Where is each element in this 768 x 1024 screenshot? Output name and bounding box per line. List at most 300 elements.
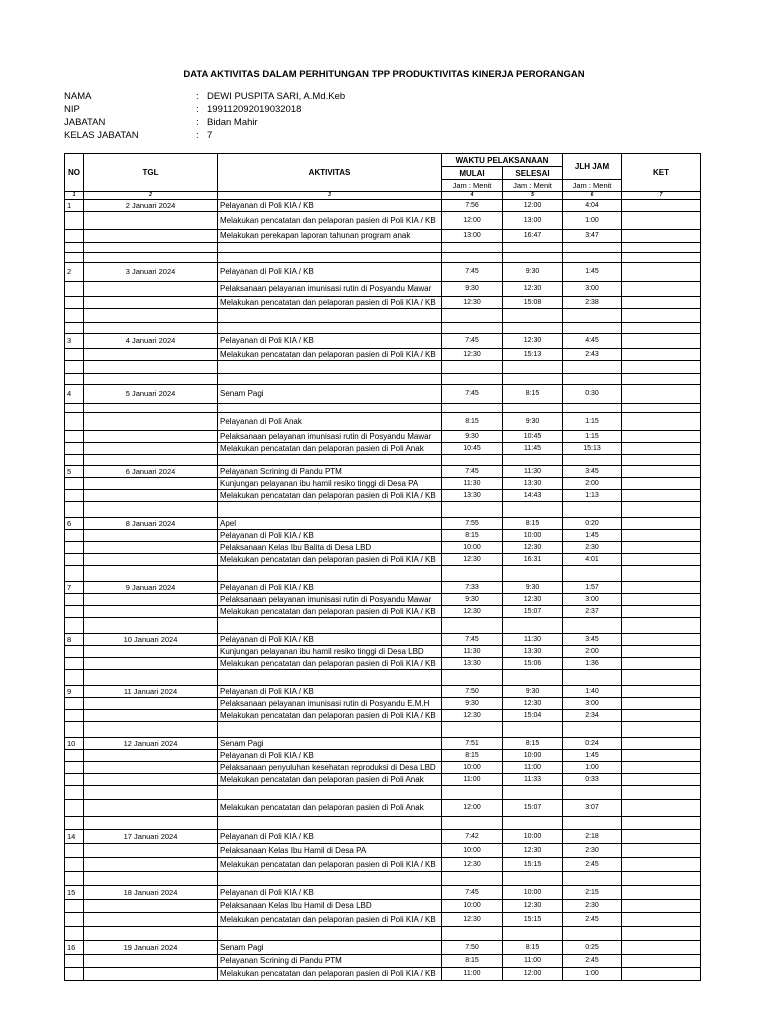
row-start-time: 11:00 xyxy=(442,968,503,981)
row-date xyxy=(84,658,218,670)
row-activity: Pelaksanaan pelayanan imunisasi rutin di Posyandu E.M.H xyxy=(218,698,442,710)
info-value: Bidan Mahir xyxy=(207,117,258,128)
table-row xyxy=(65,478,701,490)
table-row xyxy=(65,361,701,374)
row-activity xyxy=(218,323,442,334)
table-row xyxy=(65,518,701,530)
row-no xyxy=(65,349,84,361)
row-ket xyxy=(622,385,701,404)
header-jam-menit: Jam : Menit xyxy=(442,180,503,192)
row-ket xyxy=(622,490,701,502)
row-date xyxy=(84,594,218,606)
row-duration xyxy=(563,243,622,253)
row-no xyxy=(65,774,84,786)
table-row xyxy=(65,230,701,243)
table-row xyxy=(65,606,701,618)
header-jlh-jam: JLH JAM xyxy=(563,154,622,180)
row-activity xyxy=(218,670,442,686)
info-label: NIP xyxy=(64,104,80,115)
row-duration: 3:00 xyxy=(563,698,622,710)
row-no: 5 xyxy=(65,466,84,478)
table-row xyxy=(65,762,701,774)
row-date xyxy=(84,413,218,431)
row-end-time xyxy=(503,455,563,466)
row-end-time: 15:13 xyxy=(503,349,563,361)
row-end-time xyxy=(503,502,563,518)
row-date xyxy=(84,349,218,361)
row-start-time xyxy=(442,872,503,886)
row-start-time: 12:30 xyxy=(442,913,503,927)
column-number: 2 xyxy=(84,192,218,200)
row-no: 8 xyxy=(65,634,84,646)
row-date xyxy=(84,872,218,886)
header-ket: KET xyxy=(622,154,701,192)
row-date: 6 Januari 2024 xyxy=(84,466,218,478)
row-end-time: 9:30 xyxy=(503,582,563,594)
row-date: 9 Januari 2024 xyxy=(84,582,218,594)
row-ket xyxy=(622,297,701,309)
column-number: 6 xyxy=(563,192,622,200)
row-end-time xyxy=(503,309,563,323)
row-no xyxy=(65,404,84,413)
row-no xyxy=(65,323,84,334)
row-activity: Pelayanan di Poli Anak xyxy=(218,413,442,431)
row-ket xyxy=(622,686,701,698)
row-ket xyxy=(622,466,701,478)
table-row xyxy=(65,786,701,800)
row-duration: 2:18 xyxy=(563,830,622,844)
row-end-time xyxy=(503,243,563,253)
row-activity: Melakukan pencatatan dan pelaporan pasien di Poli KIA / KB xyxy=(218,212,442,230)
row-date xyxy=(84,530,218,542)
row-activity: Melakukan pencatatan dan pelaporan pasien di Poli Anak xyxy=(218,443,442,455)
row-no xyxy=(65,968,84,981)
row-end-time: 8:15 xyxy=(503,941,563,955)
row-activity: Kunjungan pelayanan ibu hamil resiko tinggi di Desa PA xyxy=(218,478,442,490)
row-ket xyxy=(622,738,701,750)
row-duration xyxy=(563,374,622,385)
info-value: 199112092019032018 xyxy=(207,104,302,115)
row-ket xyxy=(622,404,701,413)
row-duration: 0:20 xyxy=(563,518,622,530)
row-no: 9 xyxy=(65,686,84,698)
table-row xyxy=(65,466,701,478)
row-activity: Pelaksanaan pelayanan imunisasi rutin di Posyandu Mawar xyxy=(218,431,442,443)
table-row xyxy=(65,844,701,858)
row-duration: 15:13 xyxy=(563,443,622,455)
header-aktivitas: AKTIVITAS xyxy=(218,154,442,192)
row-no xyxy=(65,282,84,297)
row-date xyxy=(84,817,218,830)
table-row xyxy=(65,253,701,263)
row-no xyxy=(65,900,84,913)
row-date xyxy=(84,913,218,927)
table-row xyxy=(65,374,701,385)
row-activity xyxy=(218,253,442,263)
row-date xyxy=(84,800,218,817)
row-start-time: 7:45 xyxy=(442,334,503,349)
row-date xyxy=(84,431,218,443)
info-label: KELAS JABATAN xyxy=(64,130,139,141)
row-ket xyxy=(622,927,701,941)
row-activity xyxy=(218,455,442,466)
column-number: 4 xyxy=(442,192,503,200)
row-duration: 2:15 xyxy=(563,886,622,900)
row-duration xyxy=(563,309,622,323)
table-row xyxy=(65,738,701,750)
row-no xyxy=(65,786,84,800)
table-row xyxy=(65,502,701,518)
row-no xyxy=(65,698,84,710)
row-end-time: 12:00 xyxy=(503,968,563,981)
row-start-time: 12:30 xyxy=(442,606,503,618)
table-row xyxy=(65,686,701,698)
row-start-time: 7:33 xyxy=(442,582,503,594)
row-start-time xyxy=(442,722,503,738)
row-no xyxy=(65,762,84,774)
table-row xyxy=(65,830,701,844)
row-date xyxy=(84,404,218,413)
row-ket xyxy=(622,786,701,800)
row-no xyxy=(65,443,84,455)
row-ket xyxy=(622,710,701,722)
row-ket xyxy=(622,554,701,566)
document-title: DATA AKTIVITAS DALAM PERHITUNGAN TPP PRODUKTIVITAS KINERJA PERORANGAN xyxy=(183,69,585,80)
row-activity: Pelayanan di Poli KIA / KB xyxy=(218,334,442,349)
row-duration: 4:01 xyxy=(563,554,622,566)
table-row xyxy=(65,455,701,466)
row-activity: Pelaksanaan Kelas Ibu Balita di Desa LBD xyxy=(218,542,442,554)
row-ket xyxy=(622,263,701,282)
row-start-time: 12:00 xyxy=(442,212,503,230)
row-activity xyxy=(218,722,442,738)
row-activity: Pelayanan Scrining di Pandu PTM xyxy=(218,466,442,478)
row-date xyxy=(84,762,218,774)
row-end-time: 12:30 xyxy=(503,594,563,606)
row-no xyxy=(65,710,84,722)
row-activity: Pelayanan di Poli KIA / KB xyxy=(218,582,442,594)
row-duration: 1:57 xyxy=(563,582,622,594)
table-row xyxy=(65,323,701,334)
row-start-time: 7:55 xyxy=(442,518,503,530)
row-no xyxy=(65,243,84,253)
row-ket xyxy=(622,361,701,374)
row-activity: Senam Pagi xyxy=(218,738,442,750)
row-duration: 2:45 xyxy=(563,913,622,927)
row-date: 4 Januari 2024 xyxy=(84,334,218,349)
row-start-time: 12:30 xyxy=(442,297,503,309)
row-ket xyxy=(622,542,701,554)
header-waktu-pelaksanaan: WAKTU PELAKSANAAN xyxy=(442,154,563,167)
row-end-time xyxy=(503,872,563,886)
row-ket xyxy=(622,323,701,334)
info-row-kelas-jabatan xyxy=(64,129,345,142)
row-ket xyxy=(622,502,701,518)
row-date xyxy=(84,309,218,323)
table-row xyxy=(65,750,701,762)
row-date xyxy=(84,750,218,762)
row-activity: Pelayanan di Poli KIA / KB xyxy=(218,886,442,900)
row-start-time: 9:30 xyxy=(442,698,503,710)
column-number: 3 xyxy=(218,192,442,200)
row-start-time: 7:45 xyxy=(442,385,503,404)
row-start-time xyxy=(442,374,503,385)
row-duration xyxy=(563,618,622,634)
row-duration: 3:45 xyxy=(563,466,622,478)
row-date: 11 Januari 2024 xyxy=(84,686,218,698)
row-date xyxy=(84,478,218,490)
row-start-time xyxy=(442,253,503,263)
table-row xyxy=(65,443,701,455)
table-row xyxy=(65,968,701,981)
row-date: 18 Januari 2024 xyxy=(84,886,218,900)
row-end-time: 9:30 xyxy=(503,413,563,431)
row-date xyxy=(84,786,218,800)
info-row-nama xyxy=(64,90,345,103)
row-start-time xyxy=(442,404,503,413)
row-ket xyxy=(622,230,701,243)
column-number: 7 xyxy=(622,192,701,200)
row-date xyxy=(84,858,218,872)
row-duration: 1:40 xyxy=(563,686,622,698)
row-ket xyxy=(622,455,701,466)
row-duration xyxy=(563,361,622,374)
header-no: NO xyxy=(65,154,84,192)
row-activity xyxy=(218,618,442,634)
table-row xyxy=(65,817,701,830)
row-date xyxy=(84,927,218,941)
table-row xyxy=(65,800,701,817)
table-row xyxy=(65,594,701,606)
row-no xyxy=(65,502,84,518)
row-start-time: 8:15 xyxy=(442,530,503,542)
row-no xyxy=(65,490,84,502)
row-start-time: 9:30 xyxy=(442,282,503,297)
row-activity xyxy=(218,361,442,374)
row-duration xyxy=(563,927,622,941)
row-end-time: 11:45 xyxy=(503,443,563,455)
row-end-time: 8:15 xyxy=(503,738,563,750)
row-date: 12 Januari 2024 xyxy=(84,738,218,750)
row-duration xyxy=(563,502,622,518)
row-end-time: 15:15 xyxy=(503,913,563,927)
row-duration: 2:00 xyxy=(563,478,622,490)
row-end-time: 15:06 xyxy=(503,658,563,670)
table-row xyxy=(65,566,701,582)
row-ket xyxy=(622,774,701,786)
row-activity: Melakukan pencatatan dan pelaporan pasien di Poli KIA / KB xyxy=(218,554,442,566)
row-activity: Melakukan pencatatan dan pelaporan pasien di Poli KIA / KB xyxy=(218,297,442,309)
row-no xyxy=(65,554,84,566)
row-date xyxy=(84,282,218,297)
row-start-time: 12:30 xyxy=(442,349,503,361)
row-end-time: 9:30 xyxy=(503,263,563,282)
row-date: 3 Januari 2024 xyxy=(84,263,218,282)
row-end-time: 15:08 xyxy=(503,297,563,309)
row-end-time: 11:00 xyxy=(503,762,563,774)
row-duration: 3:45 xyxy=(563,634,622,646)
row-ket xyxy=(622,913,701,927)
row-ket xyxy=(622,750,701,762)
row-activity: Senam Pagi xyxy=(218,941,442,955)
row-duration: 3:00 xyxy=(563,594,622,606)
row-start-time: 13:00 xyxy=(442,230,503,243)
row-no xyxy=(65,374,84,385)
row-start-time: 11:30 xyxy=(442,646,503,658)
header-jam-menit: Jam : Menit xyxy=(503,180,563,192)
row-activity: Melakukan pencatatan dan pelaporan pasien di Poli KIA / KB xyxy=(218,349,442,361)
row-duration xyxy=(563,455,622,466)
row-date xyxy=(84,722,218,738)
row-ket xyxy=(622,334,701,349)
table-row xyxy=(65,913,701,927)
row-duration: 1:45 xyxy=(563,530,622,542)
row-date xyxy=(84,670,218,686)
row-no xyxy=(65,455,84,466)
row-no xyxy=(65,606,84,618)
row-date: 10 Januari 2024 xyxy=(84,634,218,646)
row-no xyxy=(65,542,84,554)
row-activity: Senam Pagi xyxy=(218,385,442,404)
row-ket xyxy=(622,844,701,858)
row-no xyxy=(65,566,84,582)
row-end-time: 12:30 xyxy=(503,334,563,349)
row-duration: 2:00 xyxy=(563,646,622,658)
row-duration: 3:07 xyxy=(563,800,622,817)
row-ket xyxy=(622,858,701,872)
row-duration xyxy=(563,566,622,582)
row-activity xyxy=(218,374,442,385)
info-colon: : xyxy=(196,91,199,102)
row-activity: Melakukan pencatatan dan pelaporan pasien di Poli Anak xyxy=(218,774,442,786)
table-row xyxy=(65,212,701,230)
row-start-time: 7:51 xyxy=(442,738,503,750)
table-row xyxy=(65,774,701,786)
row-start-time: 10:45 xyxy=(442,443,503,455)
row-no xyxy=(65,913,84,927)
row-activity: Pelaksanaan penyuluhan kesehatan reproduksi di Desa LBD xyxy=(218,762,442,774)
table-row xyxy=(65,349,701,361)
row-no xyxy=(65,618,84,634)
row-ket xyxy=(622,374,701,385)
row-date: 5 Januari 2024 xyxy=(84,385,218,404)
row-start-time: 11:30 xyxy=(442,478,503,490)
row-start-time xyxy=(442,817,503,830)
row-no: 2 xyxy=(65,263,84,282)
row-end-time xyxy=(503,566,563,582)
info-value: DEWI PUSPITA SARI, A.Md.Keb xyxy=(207,91,346,102)
row-duration: 0:25 xyxy=(563,941,622,955)
row-no xyxy=(65,253,84,263)
table-row xyxy=(65,542,701,554)
table-row xyxy=(65,282,701,297)
info-label: NAMA xyxy=(64,91,92,102)
row-ket xyxy=(622,968,701,981)
row-end-time: 12:30 xyxy=(503,844,563,858)
row-no xyxy=(65,858,84,872)
row-start-time: 7:45 xyxy=(442,886,503,900)
row-no xyxy=(65,646,84,658)
table-row xyxy=(65,530,701,542)
table-row xyxy=(65,263,701,282)
row-duration: 2:30 xyxy=(563,844,622,858)
row-end-time: 8:15 xyxy=(503,385,563,404)
row-start-time xyxy=(442,243,503,253)
row-end-time xyxy=(503,253,563,263)
row-start-time: 7:45 xyxy=(442,263,503,282)
table-row xyxy=(65,710,701,722)
table-row xyxy=(65,309,701,323)
row-no xyxy=(65,750,84,762)
row-duration: 1:45 xyxy=(563,750,622,762)
row-no xyxy=(65,230,84,243)
row-duration xyxy=(563,872,622,886)
row-start-time: 10:00 xyxy=(442,542,503,554)
row-end-time xyxy=(503,670,563,686)
table-row xyxy=(65,634,701,646)
row-date xyxy=(84,955,218,968)
row-start-time: 10:00 xyxy=(442,762,503,774)
row-start-time: 12:30 xyxy=(442,710,503,722)
row-end-time: 10:00 xyxy=(503,886,563,900)
row-duration: 1:15 xyxy=(563,431,622,443)
row-date xyxy=(84,361,218,374)
row-end-time xyxy=(503,404,563,413)
row-date xyxy=(84,297,218,309)
row-activity: Pelaksanaan pelayanan imunisasi rutin di Posyandu Mawar xyxy=(218,594,442,606)
table-row xyxy=(65,404,701,413)
table-row xyxy=(65,886,701,900)
row-ket xyxy=(622,941,701,955)
table-row xyxy=(65,941,701,955)
row-no xyxy=(65,722,84,738)
table-row xyxy=(65,413,701,431)
row-end-time: 12:30 xyxy=(503,698,563,710)
row-no: 7 xyxy=(65,582,84,594)
row-activity: Pelaksanaan Kelas Ibu Hamil di Desa PA xyxy=(218,844,442,858)
row-date xyxy=(84,646,218,658)
row-start-time: 9:30 xyxy=(442,431,503,443)
row-start-time xyxy=(442,566,503,582)
row-activity: Melakukan pencatatan dan pelaporan pasien di Poli KIA / KB xyxy=(218,490,442,502)
table-row xyxy=(65,431,701,443)
row-duration xyxy=(563,722,622,738)
row-start-time: 8:15 xyxy=(442,413,503,431)
row-activity: Melakukan pencatatan dan pelaporan pasien di Poli KIA / KB xyxy=(218,913,442,927)
row-end-time: 9:30 xyxy=(503,686,563,698)
row-end-time: 12:30 xyxy=(503,900,563,913)
row-end-time: 15:15 xyxy=(503,858,563,872)
table-row xyxy=(65,900,701,913)
row-activity: Pelaksanaan pelayanan imunisasi rutin di Posyandu Mawar xyxy=(218,282,442,297)
row-start-time: 7:50 xyxy=(442,941,503,955)
row-end-time: 10:00 xyxy=(503,830,563,844)
row-duration: 2:34 xyxy=(563,710,622,722)
row-start-time: 7:45 xyxy=(442,634,503,646)
row-duration: 1:36 xyxy=(563,658,622,670)
row-activity: Kunjungan pelayanan ibu hamil resiko tinggi di Desa LBD xyxy=(218,646,442,658)
row-duration xyxy=(563,817,622,830)
table-row xyxy=(65,385,701,404)
row-no xyxy=(65,361,84,374)
column-number: 1 xyxy=(65,192,84,200)
row-no: 16 xyxy=(65,941,84,955)
row-no xyxy=(65,309,84,323)
row-activity: Melakukan pencatatan dan pelaporan pasien di Poli Anak xyxy=(218,800,442,817)
row-duration: 3:47 xyxy=(563,230,622,243)
row-end-time: 11:00 xyxy=(503,955,563,968)
row-duration xyxy=(563,253,622,263)
